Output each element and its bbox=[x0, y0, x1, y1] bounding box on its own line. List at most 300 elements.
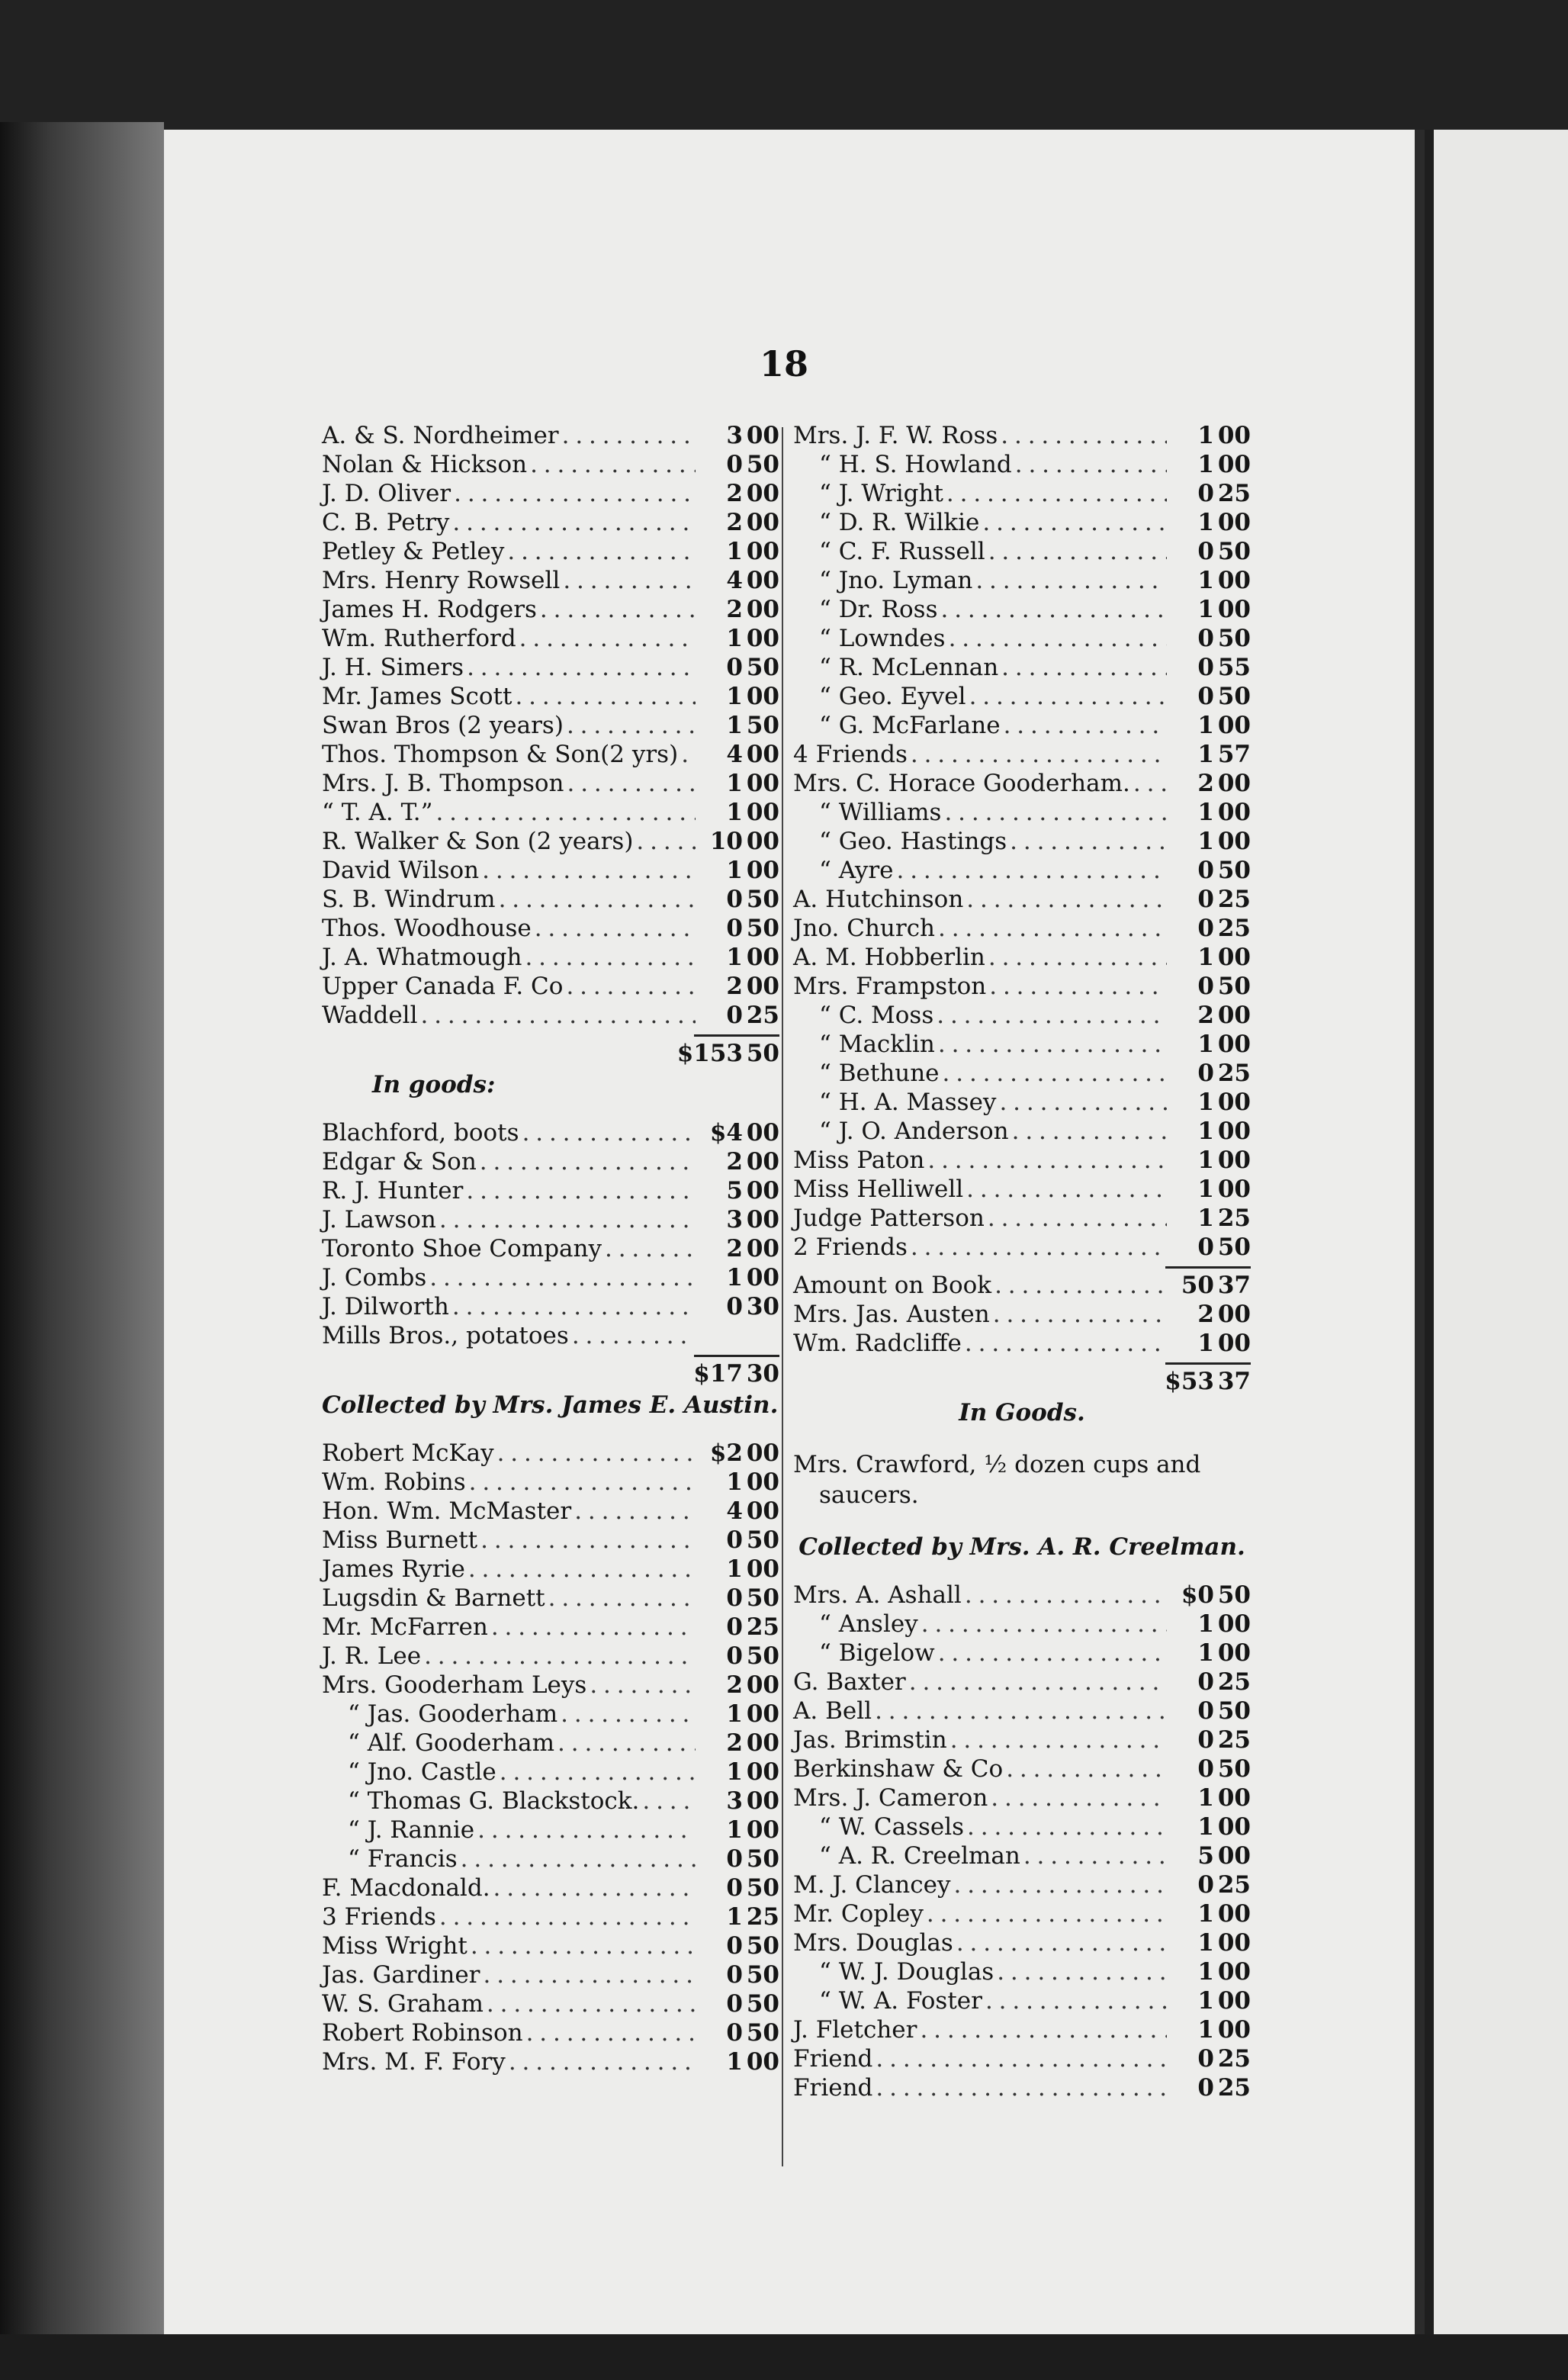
entry-row bbox=[793, 1088, 1251, 1117]
entry-name: James H. Rodgers bbox=[322, 596, 537, 623]
entry-dollars: 0 bbox=[726, 915, 743, 942]
entry-cents: 00 bbox=[1217, 1987, 1251, 2015]
total-cents: 50 bbox=[746, 1040, 779, 1067]
leader-dots bbox=[466, 1176, 696, 1205]
entry-dollars: 1 bbox=[1197, 509, 1214, 536]
leader-dots bbox=[988, 1204, 1167, 1233]
entry-cents: 00 bbox=[746, 1177, 779, 1204]
leader-dots bbox=[1001, 653, 1167, 682]
creelman-collection-list bbox=[793, 1581, 1251, 2102]
entry-dollars: 1 bbox=[726, 799, 743, 826]
entry-row bbox=[322, 2018, 779, 2047]
entry-name: Miss Wright bbox=[322, 1932, 468, 1960]
entry-cents: 50 bbox=[746, 1642, 779, 1670]
entry-name: 2 Friends bbox=[793, 1233, 908, 1261]
entry-cents: 50 bbox=[1217, 538, 1251, 565]
entry-row bbox=[322, 885, 779, 914]
entry-name: Wm. Robins bbox=[322, 1468, 466, 1496]
entry-name: J. H. Simers bbox=[322, 654, 464, 681]
leader-dots bbox=[452, 1292, 696, 1321]
entry-dollars: 1 bbox=[1197, 741, 1214, 768]
entry-row bbox=[793, 1697, 1251, 1726]
entry-row bbox=[322, 943, 779, 972]
entry-name: Mr. Copley bbox=[793, 1900, 924, 1928]
total-cents: 37 bbox=[1217, 1368, 1251, 1395]
entry-row bbox=[793, 827, 1251, 856]
section-heading: In goods: bbox=[372, 1071, 496, 1098]
goods-note-line-1: Mrs. Crawford, ½ dozen cups and bbox=[793, 1451, 1201, 1478]
entry-name: Amount on Book bbox=[793, 1272, 992, 1299]
entry-name: “ Dr. Ross bbox=[819, 596, 938, 623]
leader-dots bbox=[988, 943, 1167, 972]
entry-dollars: 1 bbox=[1197, 1089, 1214, 1116]
leader-dots bbox=[540, 595, 696, 624]
leader-dots bbox=[480, 1147, 696, 1176]
entry-dollars: 0 bbox=[1197, 2045, 1214, 2073]
entry-cents: 00 bbox=[746, 1439, 779, 1467]
entry-cents: 00 bbox=[746, 1729, 779, 1757]
leader-dots bbox=[982, 508, 1167, 537]
leader-dots bbox=[920, 2015, 1167, 2044]
entry-name: J. Dilworth bbox=[322, 1293, 449, 1320]
entry-row bbox=[322, 1613, 779, 1642]
entry-name: Mrs. J. B. Thompson bbox=[322, 770, 564, 797]
entry-dollars: 0 bbox=[1197, 1233, 1214, 1261]
leader-dots bbox=[1015, 450, 1167, 479]
scan-background-bottom bbox=[0, 2334, 1568, 2380]
entry-row bbox=[322, 595, 779, 624]
total-cents: 30 bbox=[746, 1360, 779, 1388]
entry-row bbox=[793, 1841, 1251, 1870]
entry-cents: 00 bbox=[746, 480, 779, 507]
leader-dots bbox=[967, 1812, 1167, 1841]
leader-dots bbox=[491, 1613, 696, 1642]
scan-background-top bbox=[0, 0, 1568, 130]
entry-dollars: 2 bbox=[726, 509, 743, 536]
leader-dots bbox=[949, 624, 1167, 653]
entry-cents: 00 bbox=[1217, 1610, 1251, 1638]
entry-cents: 00 bbox=[746, 1758, 779, 1786]
entry-name: A. M. Hobberlin bbox=[793, 944, 985, 971]
entry-cents: 00 bbox=[1217, 451, 1251, 478]
entry-dollars: 1 bbox=[1197, 1204, 1214, 1232]
entry-row bbox=[322, 1960, 779, 1989]
entry-row bbox=[793, 1870, 1251, 1899]
entry-name: “ A. R. Creelman bbox=[819, 1842, 1020, 1870]
entry-dollars: 4 bbox=[726, 741, 743, 768]
entry-name: Miss Helliwell bbox=[793, 1176, 964, 1203]
entry-dollars: 0 bbox=[726, 1874, 743, 1902]
entry-row bbox=[793, 450, 1251, 479]
entry-name: A. & S. Nordheimer bbox=[322, 422, 559, 449]
entry-dollars: 1 bbox=[1197, 1147, 1214, 1174]
entry-cents: 50 bbox=[1217, 973, 1251, 1000]
entry-cents: 50 bbox=[746, 451, 779, 478]
entry-row bbox=[322, 1555, 779, 1584]
entry-name: Thos. Woodhouse bbox=[322, 915, 532, 942]
entry-name: “ Macklin bbox=[819, 1031, 935, 1058]
entry-dollars: 1 bbox=[726, 712, 743, 739]
entry-row bbox=[322, 1321, 779, 1350]
sum-rule bbox=[322, 1030, 779, 1039]
leader-dots bbox=[941, 595, 1168, 624]
entry-dollars: 1 bbox=[1197, 1784, 1214, 1812]
entry-name: J. R. Lee bbox=[322, 1642, 422, 1670]
leader-dots bbox=[636, 827, 696, 856]
entry-dollars: 0 bbox=[1197, 2074, 1214, 2102]
entry-row bbox=[793, 740, 1251, 769]
leader-dots bbox=[519, 624, 696, 653]
leader-dots bbox=[966, 1175, 1167, 1204]
entry-name: Blachford, boots bbox=[322, 1119, 519, 1147]
entry-cents: 57 bbox=[1217, 741, 1251, 768]
leader-dots bbox=[999, 1088, 1167, 1117]
entry-name: M. J. Clancey bbox=[793, 1871, 951, 1899]
book-binding bbox=[0, 122, 164, 2334]
leader-dots bbox=[429, 1263, 696, 1292]
entry-cents: 00 bbox=[746, 1671, 779, 1699]
leader-dots bbox=[424, 1642, 696, 1671]
leader-dots bbox=[921, 1610, 1167, 1639]
entry-row bbox=[322, 914, 779, 943]
entry-row bbox=[793, 711, 1251, 740]
entry-name: F. Macdonald. bbox=[322, 1874, 490, 1902]
entry-cents: 00 bbox=[746, 944, 779, 971]
entry-name: “ W. Cassels bbox=[819, 1813, 965, 1841]
entry-cents: 00 bbox=[1217, 1639, 1251, 1667]
entry-dollars: $4 bbox=[709, 1119, 743, 1147]
leader-dots bbox=[548, 1584, 696, 1613]
entry-cents: 25 bbox=[1217, 480, 1251, 507]
entry-cents: 50 bbox=[746, 1874, 779, 1902]
entry-row bbox=[322, 653, 779, 682]
entry-cents: 00 bbox=[746, 422, 779, 449]
entry-name: “ Thomas G. Blackstock. bbox=[348, 1787, 640, 1815]
leader-dots bbox=[530, 450, 696, 479]
entry-row bbox=[322, 1234, 779, 1263]
entry-name: J. D. Oliver bbox=[322, 480, 451, 507]
leader-dots bbox=[480, 1526, 696, 1555]
entry-row bbox=[793, 1957, 1251, 1986]
total-row bbox=[322, 1359, 779, 1388]
entry-dollars: $0 bbox=[1181, 1581, 1214, 1609]
entry-name: “ Jas. Gooderham bbox=[348, 1700, 558, 1728]
leader-dots bbox=[461, 1844, 696, 1873]
entry-cents: 00 bbox=[746, 973, 779, 1000]
leader-dots bbox=[966, 885, 1167, 914]
entry-cents: 00 bbox=[746, 1787, 779, 1815]
entry-name: Jas. Gardiner bbox=[322, 1961, 480, 1989]
entry-cents: 50 bbox=[1217, 857, 1251, 884]
entry-dollars: 0 bbox=[726, 1932, 743, 1960]
entry-dollars: 1 bbox=[726, 857, 743, 884]
entry-dollars: 1 bbox=[1197, 1118, 1214, 1145]
entry-name: “ Geo. Eyvel bbox=[819, 683, 966, 710]
entry-row bbox=[322, 1642, 779, 1671]
entry-cents: 00 bbox=[1217, 944, 1251, 971]
leader-dots bbox=[567, 769, 696, 798]
leader-dots bbox=[507, 537, 696, 566]
entry-name: “ J. Wright bbox=[819, 480, 943, 507]
entry-row bbox=[793, 1001, 1251, 1030]
entry-row bbox=[793, 1783, 1251, 1812]
total-dollars: $53 bbox=[1165, 1368, 1214, 1395]
entry-dollars: 0 bbox=[1197, 1755, 1214, 1783]
entry-dollars: 0 bbox=[726, 1526, 743, 1554]
leader-dots bbox=[421, 1001, 696, 1030]
entry-name: Jas. Brimstin bbox=[793, 1726, 947, 1754]
entry-cents: 50 bbox=[1217, 683, 1251, 710]
entry-name: Mrs. Gooderham Leys bbox=[322, 1671, 587, 1699]
entry-cents: 25 bbox=[1217, 886, 1251, 913]
entry-name: “ Bethune bbox=[819, 1060, 940, 1087]
leader-dots bbox=[467, 653, 696, 682]
entry-name: Berkinshaw & Co bbox=[793, 1755, 1004, 1783]
leader-dots bbox=[605, 1234, 696, 1263]
entry-name: 4 Friends bbox=[793, 741, 908, 768]
leader-dots bbox=[876, 2073, 1167, 2102]
entry-dollars: 0 bbox=[726, 1642, 743, 1670]
entry-dollars: 1 bbox=[726, 770, 743, 797]
entry-dollars: 2 bbox=[1197, 1002, 1214, 1029]
entry-row bbox=[322, 856, 779, 885]
leader-dots bbox=[946, 479, 1167, 508]
entry-name: G. Baxter bbox=[793, 1668, 906, 1696]
leader-dots bbox=[991, 1783, 1167, 1812]
entry-name: “ Ansley bbox=[819, 1610, 918, 1638]
entry-dollars: 1 bbox=[1197, 828, 1214, 855]
entry-cents: 50 bbox=[746, 1932, 779, 1960]
entry-name: “ D. R. Wilkie bbox=[819, 509, 980, 536]
entry-row bbox=[793, 1117, 1251, 1146]
leader-dots bbox=[439, 1205, 696, 1234]
entry-row bbox=[322, 2047, 779, 2076]
leader-dots bbox=[938, 1030, 1167, 1059]
entry-row bbox=[322, 537, 779, 566]
entry-dollars: 0 bbox=[726, 1584, 743, 1612]
goods-note-line-2: saucers. bbox=[819, 1481, 919, 1509]
entry-dollars: 2 bbox=[1197, 770, 1214, 797]
entry-dollars: 1 bbox=[726, 1468, 743, 1496]
entry-cents: 00 bbox=[746, 1700, 779, 1728]
leader-dots bbox=[563, 566, 696, 595]
entry-cents: 50 bbox=[746, 1526, 779, 1554]
entry-row bbox=[793, 624, 1251, 653]
entry-cents: 00 bbox=[746, 567, 779, 594]
entry-row bbox=[793, 1146, 1251, 1175]
entry-row bbox=[793, 1175, 1251, 1204]
entry-row bbox=[793, 2073, 1251, 2102]
entry-cents: 00 bbox=[746, 1235, 779, 1262]
entry-name: J. Lawson bbox=[322, 1206, 436, 1233]
leader-dots bbox=[557, 1729, 696, 1758]
entry-name: “ Ayre bbox=[819, 857, 894, 884]
leader-dots bbox=[994, 1271, 1167, 1300]
entry-dollars: 1 bbox=[1197, 944, 1214, 971]
entry-name: Miss Burnett bbox=[322, 1526, 478, 1554]
entry-cents: 50 bbox=[746, 2019, 779, 2047]
entry-row bbox=[793, 1300, 1251, 1329]
entry-cents: 00 bbox=[1217, 509, 1251, 536]
entry-name: Mrs. C. Horace Gooderham. bbox=[793, 770, 1130, 797]
entry-cents: 50 bbox=[746, 1990, 779, 2018]
entry-name: Hon. Wm. McMaster bbox=[322, 1497, 572, 1525]
entry-name: Robert McKay bbox=[322, 1439, 494, 1467]
leader-dots bbox=[515, 682, 696, 711]
entry-dollars: 1 bbox=[1197, 712, 1214, 739]
entry-cents: 50 bbox=[1217, 1233, 1251, 1261]
entry-row bbox=[322, 421, 779, 450]
entry-row bbox=[322, 1147, 779, 1176]
entry-name: “ R. McLennan bbox=[819, 654, 999, 681]
entry-dollars: 0 bbox=[726, 1990, 743, 2018]
entry-dollars: 0 bbox=[726, 1613, 743, 1641]
entry-cents: 25 bbox=[1217, 1668, 1251, 1696]
leader-dots bbox=[477, 1816, 696, 1844]
entry-row bbox=[322, 827, 779, 856]
leader-dots bbox=[993, 1300, 1167, 1329]
entry-row bbox=[322, 1205, 779, 1234]
entry-name: “ Alf. Gooderham bbox=[348, 1729, 555, 1757]
entry-dollars: 2 bbox=[726, 596, 743, 623]
entry-name: David Wilson bbox=[322, 857, 480, 884]
entry-row bbox=[322, 798, 779, 827]
entry-cents: 50 bbox=[746, 886, 779, 913]
entry-row bbox=[793, 769, 1251, 798]
leader-dots bbox=[969, 682, 1167, 711]
entry-cents: 00 bbox=[746, 1497, 779, 1525]
entry-name: S. B. Windrum bbox=[322, 886, 496, 913]
entry-dollars: 5 bbox=[726, 1177, 743, 1204]
entry-dollars: 1 bbox=[726, 625, 743, 652]
entry-cents: 00 bbox=[746, 741, 779, 768]
entry-name: Friend bbox=[793, 2045, 873, 2073]
entry-dollars: 0 bbox=[726, 1845, 743, 1873]
entry-row bbox=[322, 1001, 779, 1030]
entry-name: “ J. O. Anderson bbox=[819, 1118, 1009, 1145]
entry-cents: 50 bbox=[1217, 1697, 1251, 1725]
entry-name: Jno. Church bbox=[793, 915, 936, 942]
entry-dollars: 1 bbox=[1197, 1900, 1214, 1928]
leader-dots bbox=[469, 1468, 696, 1497]
entry-row bbox=[322, 1816, 779, 1844]
entry-dollars: 0 bbox=[726, 1002, 743, 1029]
austin-collection-list bbox=[322, 1439, 779, 2076]
leader-dots bbox=[435, 798, 696, 827]
entry-dollars: 5 bbox=[1197, 1842, 1214, 1870]
leader-dots bbox=[471, 1931, 696, 1960]
entry-row bbox=[322, 1118, 779, 1147]
leader-dots bbox=[561, 1700, 696, 1729]
entry-row bbox=[793, 653, 1251, 682]
leader-dots bbox=[590, 1671, 696, 1700]
entry-row bbox=[322, 1671, 779, 1700]
entry-dollars: 1 bbox=[1197, 451, 1214, 478]
leader-dots bbox=[522, 1118, 696, 1147]
entry-cents: 00 bbox=[746, 1119, 779, 1147]
entry-cents: 25 bbox=[746, 1903, 779, 1931]
entry-row bbox=[793, 2044, 1251, 2073]
entry-dollars: 4 bbox=[726, 1497, 743, 1525]
entry-dollars: 0 bbox=[726, 451, 743, 478]
entry-dollars: 2 bbox=[1197, 1301, 1214, 1328]
entry-cents: 50 bbox=[1217, 625, 1251, 652]
entry-cents: 25 bbox=[1217, 1204, 1251, 1232]
entry-dollars: 1 bbox=[1197, 2016, 1214, 2044]
entry-cents: 00 bbox=[1217, 596, 1251, 623]
leader-dots bbox=[681, 740, 696, 769]
entry-name: Mrs. Douglas bbox=[793, 1929, 953, 1957]
leader-dots bbox=[997, 1957, 1167, 1986]
leader-dots bbox=[562, 421, 696, 450]
entry-cents: 55 bbox=[1217, 654, 1251, 681]
leader-dots bbox=[944, 798, 1167, 827]
leader-dots bbox=[574, 1497, 696, 1526]
entry-cents: 00 bbox=[1217, 799, 1251, 826]
entry-dollars: 1 bbox=[1197, 567, 1214, 594]
entry-dollars: 1 bbox=[1197, 1330, 1214, 1357]
entry-dollars: 1 bbox=[726, 683, 743, 710]
entry-dollars: 1 bbox=[1197, 1929, 1214, 1957]
entry-row bbox=[322, 1439, 779, 1468]
entry-cents: 37 bbox=[1217, 1272, 1251, 1299]
right-column bbox=[793, 421, 1251, 2102]
entry-row bbox=[793, 479, 1251, 508]
section-heading: Collected by Mrs. James E. Austin. bbox=[322, 1391, 779, 1419]
entry-dollars: 1 bbox=[726, 1555, 743, 1583]
entry-dollars: 0 bbox=[1197, 1871, 1214, 1899]
entry-dollars: 1 bbox=[1197, 1813, 1214, 1841]
leader-dots bbox=[950, 1726, 1167, 1754]
leader-dots bbox=[943, 1059, 1167, 1088]
entry-row bbox=[793, 1329, 1251, 1358]
entry-dollars: 4 bbox=[726, 567, 743, 594]
entry-dollars: 0 bbox=[1197, 1697, 1214, 1725]
entry-name: “ Geo. Hastings bbox=[819, 828, 1007, 855]
entry-dollars: 2 bbox=[726, 973, 743, 1000]
section-heading: In Goods. bbox=[959, 1399, 1085, 1426]
leader-dots bbox=[875, 1697, 1167, 1726]
entry-cents: 00 bbox=[1217, 1176, 1251, 1203]
entry-row bbox=[793, 421, 1251, 450]
entry-row bbox=[322, 769, 779, 798]
entry-row bbox=[322, 711, 779, 740]
entry-cents: 00 bbox=[1217, 770, 1251, 797]
entry-cents: 00 bbox=[1217, 2016, 1251, 2044]
leader-dots bbox=[499, 885, 696, 914]
leader-dots bbox=[1004, 711, 1167, 740]
entry-dollars: 1 bbox=[1197, 1610, 1214, 1638]
entry-cents: 00 bbox=[746, 828, 779, 855]
entry-name: Friend bbox=[793, 2074, 873, 2102]
entry-dollars: 2 bbox=[726, 1729, 743, 1757]
entry-dollars: 10 bbox=[709, 828, 743, 855]
leader-dots bbox=[642, 1787, 696, 1816]
entry-name: Mills Bros., potatoes bbox=[322, 1322, 569, 1349]
entry-name: Lugsdin & Barnett bbox=[322, 1584, 545, 1612]
entry-dollars: 0 bbox=[726, 654, 743, 681]
entry-name: W. S. Graham bbox=[322, 1990, 484, 2018]
entry-row bbox=[793, 1668, 1251, 1697]
entry-cents: 00 bbox=[746, 538, 779, 565]
entry-cents: 00 bbox=[746, 770, 779, 797]
leader-dots bbox=[1006, 1754, 1167, 1783]
leader-dots bbox=[897, 856, 1167, 885]
entry-dollars: 0 bbox=[1197, 625, 1214, 652]
entry-name: Waddell bbox=[322, 1002, 418, 1029]
entry-cents: 00 bbox=[746, 799, 779, 826]
entry-name: “ C. Moss bbox=[819, 1002, 934, 1029]
